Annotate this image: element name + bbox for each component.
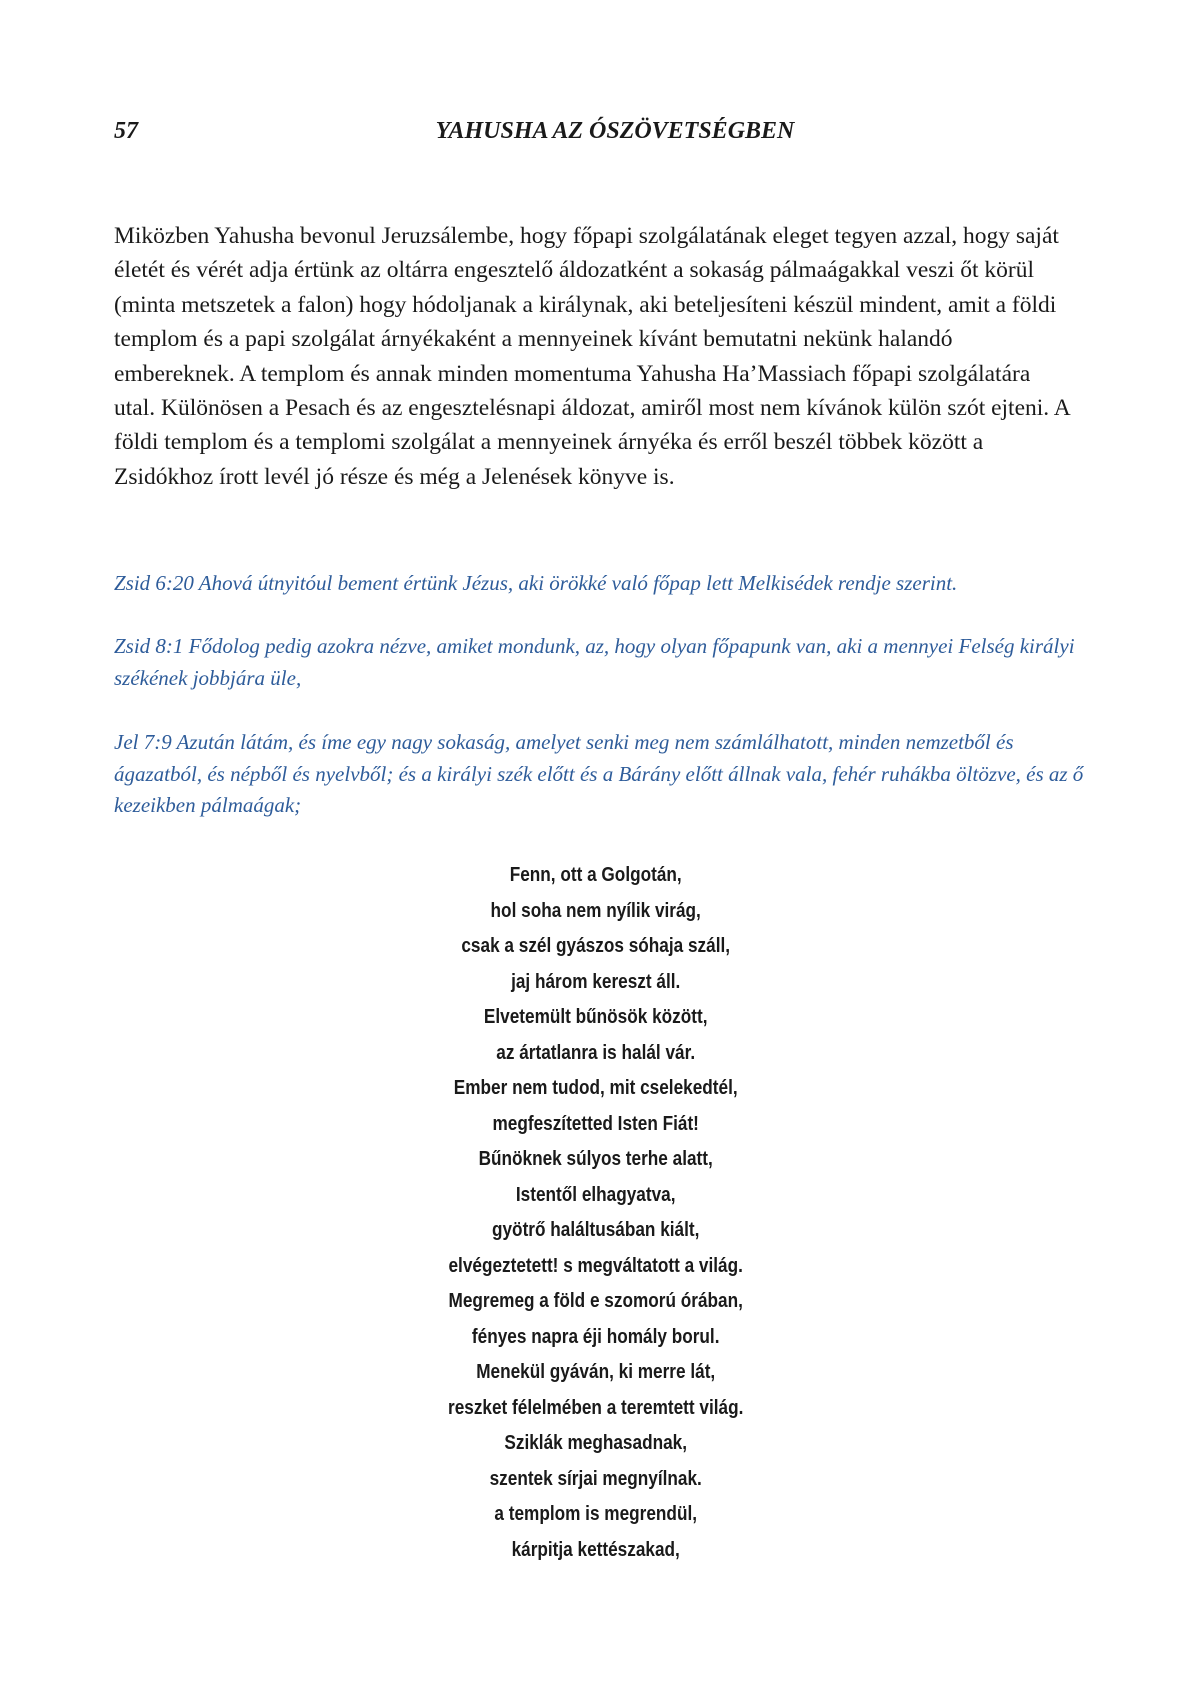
- scripture-verse-zsid-6-20: Zsid 6:20 Ahová útnyitóul bement értünk Jézus, aki örökké való főpap lett Melkisédek rendje szerint.: [114, 571, 958, 595]
- body-paragraph: Miközben Yahusha bevonul Jeruzsálembe, hogy főpapi szolgálatának eleget tegyen azzal, hogy saját életét és vérét adja értünk az oltárra engesztelő áldozatként a sokaság pálmaágakkal veszi őt körül (minta metszetek a falon) hogy hódoljanak a királynak, aki beteljesíteni készül mindent, amit a földi templom és a papi szolgálat árnyékaként a mennyeinek kívánt bemutatni nekünk halandó embereknek. A templom és annak minden momentuma Yahusha Ha’Massiach főpapi szolgálatára utal. Különösen a Pesach és az engesztelésnapi áldozat, amiről most nem kívánok külön szót ejteni. A földi templom és a templomi szolgálat a mennyeinek árnyéka és erről beszél többek között a Zsidókhoz írott levél jó része és még a Jelenések könyve is.: [114, 223, 1070, 490]
- poem-line: Menekül gyáván, ki merre lát,: [476, 1361, 716, 1383]
- poem: [84, 858, 1107, 1568]
- page-header: [114, 118, 1076, 154]
- poem-line: fényes napra éji homály borul.: [471, 1325, 720, 1348]
- poem-line: Bűnöknek súlyos terhe alatt,: [478, 1148, 713, 1170]
- scripture-verse-jel-7-9: Jel 7:9 Azután látám, és íme egy nagy sokaság, amelyet senki meg nem számlálhatott, minden nemzetből és ágazatból, és népből és nyelvből; és a királyi szék előtt és a Bárány előtt állnak vala, fehér ruhákba öltözve, és az ő kezeikben pálmaágak;: [114, 730, 1084, 817]
- poem-line: gyötrő haláltusában kiált,: [491, 1219, 700, 1241]
- poem-line: Sziklák meghasadnak,: [504, 1432, 687, 1454]
- scripture-verse-zsid-8-1: Zsid 8:1 Fődolog pedig azokra nézve, amiket mondunk, az, hogy olyan főpapunk van, aki a mennyei Felség királyi székének jobbjára üle,: [114, 634, 1075, 690]
- poem-line: az ártatlanra is halál vár.: [496, 1041, 696, 1064]
- poem-line: a templom is megrendül,: [494, 1503, 698, 1525]
- poem-line: kárpitja kettészakad,: [511, 1538, 680, 1561]
- running-title: YAHUSHA AZ ÓSZÖVETSÉGBEN: [435, 118, 795, 144]
- page-number: 57: [114, 118, 138, 144]
- poem-line: elvégeztetett! s megváltatott a világ.: [448, 1254, 743, 1277]
- poem-line: Istentől elhagyatva,: [515, 1183, 676, 1206]
- poem-line: megfeszítetted Isten Fiát!: [492, 1112, 699, 1135]
- poem-line: Elvetemült bűnösök között,: [483, 1006, 708, 1028]
- poem-line: Ember nem tudod, mit cselekedtél,: [453, 1077, 738, 1099]
- poem-line: szentek sírjai megnyílnak.: [489, 1467, 702, 1490]
- poem-line: csak a szél gyászos sóhaja száll,: [461, 935, 731, 957]
- poem-line: hol soha nem nyílik virág,: [490, 899, 701, 922]
- poem-line: Fenn, ott a Golgotán,: [509, 864, 682, 886]
- poem-line: reszket félelmében a teremtett világ.: [447, 1396, 744, 1419]
- poem-line: Megremeg a föld e szomorú órában,: [448, 1290, 743, 1312]
- poem-line: jaj három kereszt áll.: [511, 970, 681, 993]
